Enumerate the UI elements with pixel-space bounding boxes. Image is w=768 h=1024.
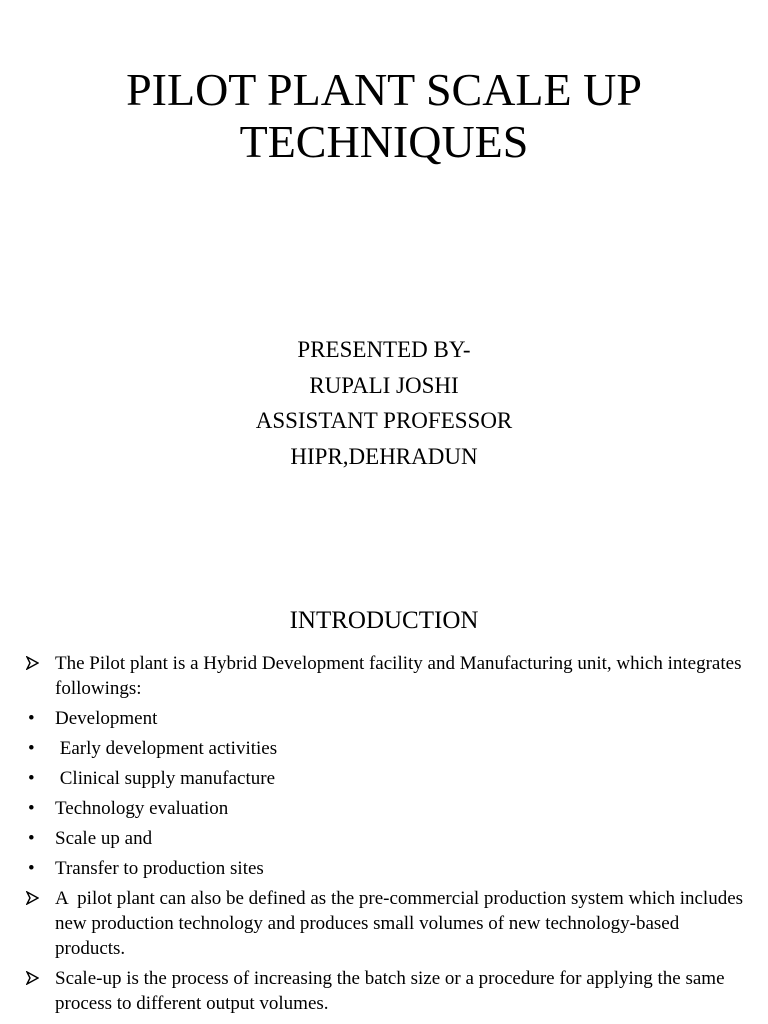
dot-bullet-icon: • [28, 858, 35, 879]
arrow-bullet-icon [26, 651, 40, 676]
dot-bullet-icon: • [28, 708, 35, 729]
dot-bullet-icon: • [28, 828, 35, 849]
title-line-2: TECHNIQUES [239, 116, 529, 167]
list-item [26, 966, 750, 1016]
presenter-info [0, 332, 768, 474]
list-item-text: A pilot plant can also be defined as the pre-commercial production system which includes new production technology and produces small volumes of new technology-based products. [55, 888, 748, 959]
list-item [26, 796, 750, 821]
list-item [26, 856, 750, 881]
list-item-text: The Pilot plant is a Hybrid Development facility and Manufacturing unit, which integrates followings: [55, 653, 742, 699]
list-item [26, 651, 750, 701]
document-title [0, 64, 768, 168]
presented-by-label: PRESENTED BY- [297, 337, 471, 362]
list-item-text: Clinical supply manufacture [55, 768, 276, 789]
list-item-text: Technology evaluation [55, 798, 229, 819]
presenter-institution: HIPR,DEHRADUN [290, 443, 478, 469]
list-item [26, 736, 750, 761]
title-line-1: PILOT PLANT SCALE UP [126, 64, 642, 115]
list-item [26, 826, 750, 851]
introduction-heading: INTRODUCTION [289, 607, 479, 634]
introduction-list [26, 651, 750, 1021]
list-item-text: Development [55, 708, 158, 729]
arrow-bullet-icon [26, 966, 40, 991]
list-item-text: Transfer to production sites [55, 858, 264, 879]
list-item-text: Scale-up is the process of increasing the batch size or a procedure for applying the same process to different output volumes. [55, 968, 725, 1014]
list-item [26, 886, 750, 961]
dot-bullet-icon: • [28, 798, 35, 819]
list-item-text: Early development activities [55, 738, 278, 759]
list-item-text: Scale up and [55, 828, 153, 849]
list-item [26, 706, 750, 731]
arrow-bullet-icon [26, 886, 40, 911]
list-item [26, 766, 750, 791]
presenter-name: RUPALI JOSHI [309, 372, 459, 398]
dot-bullet-icon: • [28, 768, 35, 789]
presenter-title: ASSISTANT PROFESSOR [255, 408, 513, 433]
dot-bullet-icon: • [28, 738, 35, 759]
